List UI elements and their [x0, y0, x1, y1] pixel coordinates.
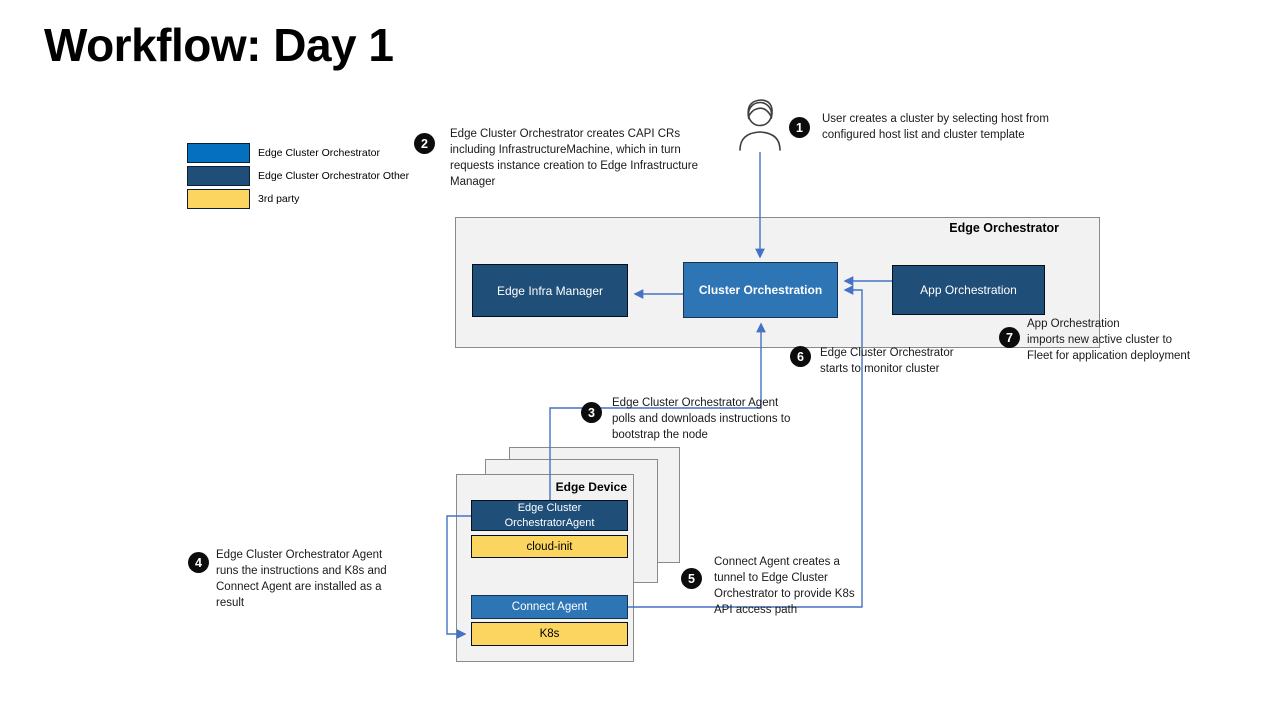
legend-label: 3rd party — [258, 193, 300, 205]
legend-label: Edge Cluster Orchestrator Other — [258, 170, 410, 182]
legend-label: Edge Cluster Orchestrator — [258, 147, 380, 159]
edge-device-panel-label: Edge Device — [555, 480, 627, 494]
step-1-badge: 1 — [789, 117, 810, 138]
edge-infra-manager-node: Edge Infra Manager — [472, 264, 628, 317]
legend-swatch-blue — [187, 143, 250, 163]
page-title: Workflow: Day 1 — [44, 19, 394, 71]
step-4-text: Edge Cluster Orchestrator Agent runs the instructions and K8s and Connect Agent are installed as a result — [216, 549, 387, 610]
k8s-node: K8s — [471, 622, 628, 646]
legend-swatch-dark — [187, 166, 250, 186]
legend — [187, 143, 409, 209]
legend-item-orchestrator-other — [187, 166, 409, 186]
cluster-orchestration-node: Cluster Orchestration — [683, 262, 838, 318]
legend-swatch-yellow — [187, 189, 250, 209]
connect-agent-node: Connect Agent — [471, 595, 628, 619]
step-4-badge: 4 — [188, 552, 209, 573]
step-7-badge: 7 — [999, 327, 1020, 348]
step-3-text: Edge Cluster Orchestrator Agent polls and downloads instructions to bootstrap the node — [612, 397, 791, 442]
step-1-text: User creates a cluster by selecting host from configured host list and cluster template — [822, 113, 1049, 142]
step-6-badge: 6 — [790, 346, 811, 367]
cloud-init-node: cloud-init — [471, 535, 628, 558]
edge-orchestrator-panel-label: Edge Orchestrator — [949, 221, 1059, 235]
step-5-badge: 5 — [681, 568, 702, 589]
legend-item-orchestrator — [187, 143, 409, 163]
step-5-text: Connect Agent creates a tunnel to Edge Cluster Orchestrator to provide K8s API access path — [714, 556, 855, 617]
edge-cluster-orchestrator-agent-node: Edge Cluster OrchestratorAgent — [471, 500, 628, 531]
step-3-badge: 3 — [581, 402, 602, 423]
app-orchestration-node: App Orchestration — [892, 265, 1045, 315]
step-7-text: App Orchestration imports new active cluster to Fleet for application deployment — [1027, 318, 1191, 363]
step-2-text: Edge Cluster Orchestrator creates CAPI CRs including InfrastructureMachine, which in turn requests instance creation to Edge Infrastructure Manager — [450, 128, 699, 189]
step-6-text: Edge Cluster Orchestrator starts to monitor cluster — [820, 347, 954, 376]
legend-item-3rd-party — [187, 189, 409, 209]
step-2-badge: 2 — [414, 133, 435, 154]
